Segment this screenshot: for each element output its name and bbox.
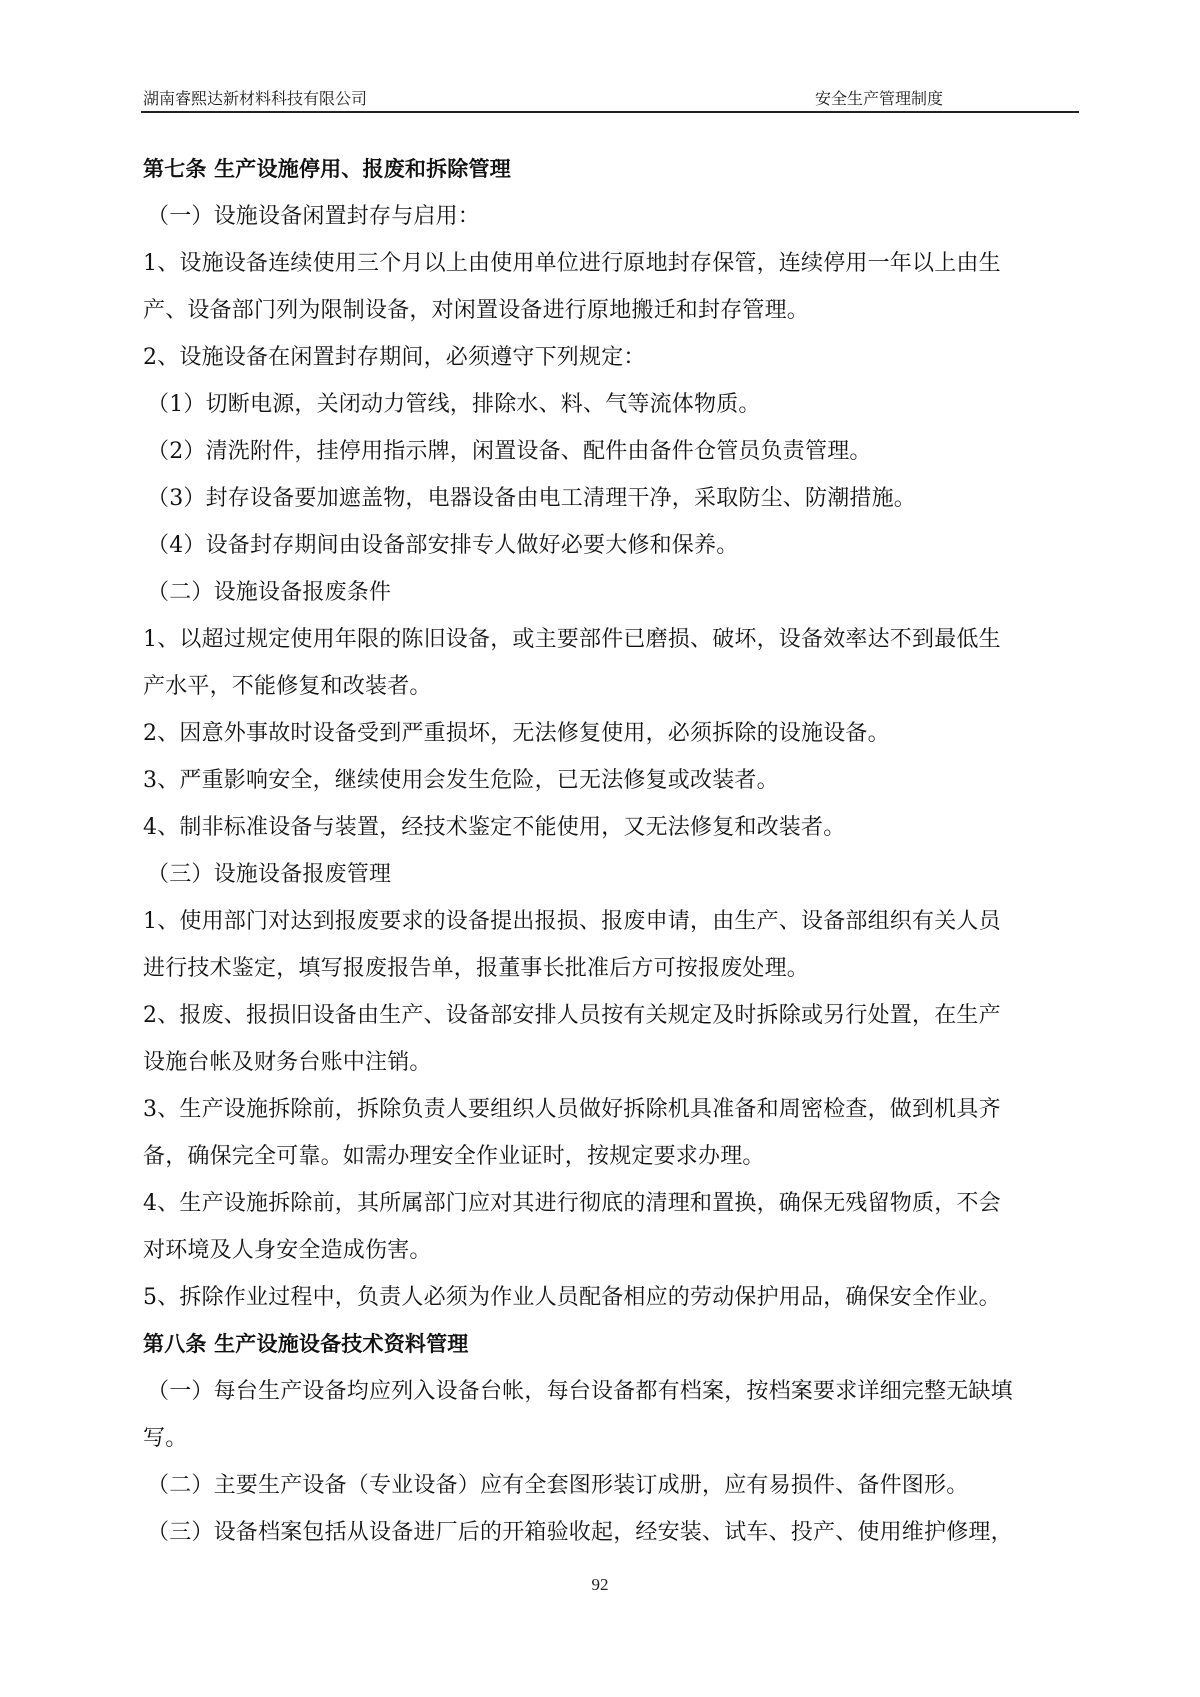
header-divider <box>141 111 1079 113</box>
body-text-line: 产水平，不能修复和改装者。 <box>143 674 432 699</box>
article-heading: 第八条 生产设施设备技术资料管理 <box>143 1332 469 1356</box>
body-text-line: 4、制非标准设备与装置，经技术鉴定不能使用，又无法修复和改装者。 <box>143 815 846 840</box>
body-text-line: 设施台帐及财务台账中注销。 <box>143 1050 432 1075</box>
body-text-line: （2）清洗附件，挂停用指示牌，闲置设备、配件由备件仓管员负责管理。 <box>147 439 872 464</box>
body-text-line: 3、严重影响安全，继续使用会发生危险，已无法修复或改装者。 <box>143 768 779 793</box>
body-text-line: （一）设施设备闲置封存与启用： <box>147 204 481 229</box>
body-text-line: 写。 <box>143 1426 188 1451</box>
body-text-line: （3）封存设备要加遮盖物，电器设备由电工清理干净，采取防尘、防潮措施。 <box>147 486 916 511</box>
body-text-line: 产、设备部门列为限制设备，对闲置设备进行原地搬迁和封存管理。 <box>143 298 810 323</box>
page-number: 92 <box>591 1575 609 1594</box>
body-text-line: 1、以超过规定使用年限的陈旧设备，或主要部件已磨损、破坏，设备效率达不到最低生 <box>143 627 1001 652</box>
body-text-line: （三）设施设备报废管理 <box>147 862 392 887</box>
body-text-line: 4、生产设施拆除前，其所属部门应对其进行彻底的清理和置换，确保无残留物质，不会 <box>143 1191 1001 1216</box>
body-text-line: 备，确保完全可靠。如需办理安全作业证时，按规定要求办理。 <box>143 1144 765 1169</box>
body-text-line: 2、报废、报损旧设备由生产、设备部安排人员按有关规定及时拆除或另行处置，在生产 <box>143 1003 1001 1028</box>
document-title: 安全生产管理制度 <box>814 89 943 108</box>
body-text-line: （三）设备档案包括从设备进厂后的开箱验收起，经安装、试车、投产、使用维护修理， <box>147 1520 1013 1545</box>
body-text-line: 进行技术鉴定，填写报废报告单，报董事长批准后方可按报废处理。 <box>143 956 810 981</box>
body-text-line: 2、因意外事故时设备受到严重损坏，无法修复使用，必须拆除的设施设备。 <box>143 721 890 746</box>
body-text-line: （二）设施设备报废条件 <box>147 580 392 605</box>
document-body <box>143 146 1083 1556</box>
body-text-line: （一）每台生产设备均应列入设备台帐，每台设备都有档案，按档案要求详细完整无缺填 <box>147 1379 1013 1404</box>
body-text-line: （4）设备封存期间由设备部安排专人做好必要大修和保养。 <box>147 533 739 558</box>
body-text-line: 对环境及人身安全造成伤害。 <box>143 1238 432 1263</box>
body-text-line: 1、设施设备连续使用三个月以上由使用单位进行原地封存保管，连续停用一年以上由生 <box>143 251 1001 276</box>
article-heading: 第七条 生产设施停用、报废和拆除管理 <box>143 157 511 181</box>
body-text-line: 1、使用部门对达到报废要求的设备提出报损、报废申请，由生产、设备部组织有关人员 <box>143 909 1001 934</box>
page-header <box>143 86 1078 112</box>
body-text-line: 3、生产设施拆除前，拆除负责人要组织人员做好拆除机具准备和周密检查，做到机具齐 <box>143 1097 1001 1122</box>
body-text-line: 2、设施设备在闲置封存期间，必须遵守下列规定： <box>143 345 646 370</box>
body-text-line: （1）切断电源，关闭动力管线，排除水、料、气等流体物质。 <box>147 392 761 417</box>
body-text-line: （二）主要生产设备（专业设备）应有全套图形装订成册，应有易损件、备件图形。 <box>147 1473 969 1498</box>
body-text-line: 5、拆除作业过程中，负责人必须为作业人员配备相应的劳动保护用品，确保安全作业。 <box>143 1285 1001 1310</box>
company-name: 湖南睿熙达新材料科技有限公司 <box>143 89 368 108</box>
